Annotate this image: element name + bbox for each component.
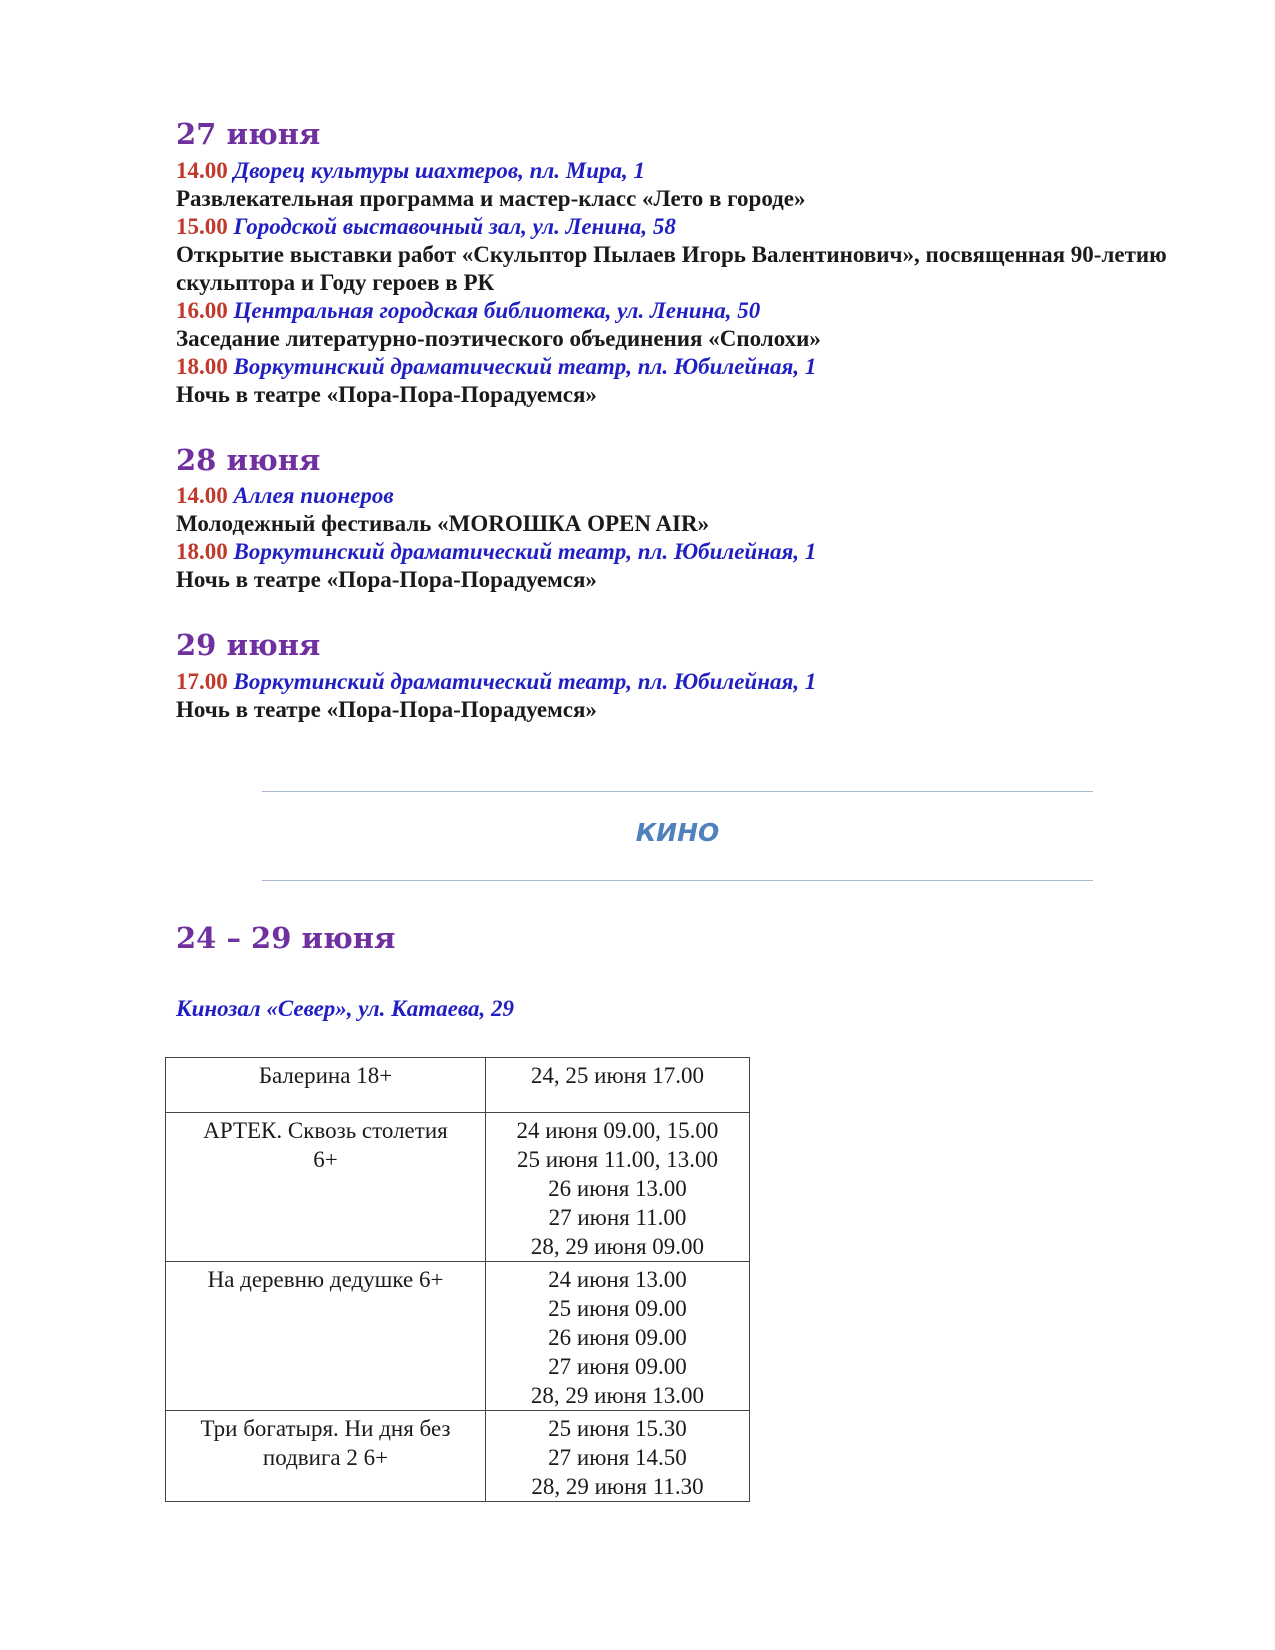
event-title: Молодежный фестиваль «MOROШКА OPEN AIR» — [176, 511, 710, 536]
showtime: 26 июня 13.00 — [548, 1176, 687, 1201]
event-line — [176, 353, 816, 381]
showtime: 24 июня 13.00 — [548, 1267, 687, 1292]
event-time: 15.00 — [176, 214, 228, 239]
film-title-cell — [166, 1058, 486, 1113]
section-rule-top — [262, 791, 1093, 792]
event-title: Развлекательная программа и мастер-класс «Лето в городе» — [176, 186, 806, 211]
film-title-cell — [166, 1411, 486, 1502]
showtime: 24, 25 июня 17.00 — [530, 1063, 705, 1088]
event-venue: Дворец культуры шахтеров, пл. Мира, 1 — [233, 158, 645, 183]
event-time: 16.00 — [176, 298, 228, 323]
event-title: Ночь в театре «Пора-Пора-Порадуемся» — [176, 567, 597, 592]
event-line — [176, 668, 816, 696]
table-row — [166, 1411, 750, 1502]
film-title-cell — [166, 1262, 486, 1411]
showtime: 27 июня 14.50 — [548, 1445, 687, 1470]
showtime: 27 июня 11.00 — [548, 1205, 687, 1230]
event-venue: Аллея пионеров — [233, 483, 394, 508]
event-title: Открытие выставки работ «Скульптор Пылаев Игорь Валентинович», посвященная 90-летию скульптора и Году героев в РК — [176, 242, 1167, 295]
event-line — [176, 482, 394, 510]
event-title: Ночь в театре «Пора-Пора-Порадуемся» — [176, 697, 597, 722]
event-venue: Воркутинский драматический театр, пл. Юбилейная, 1 — [233, 669, 817, 694]
event-time: 18.00 — [176, 354, 228, 379]
showtimes-cell — [486, 1113, 750, 1262]
showtime: 24 июня 09.00, 15.00 — [516, 1118, 719, 1143]
film-title-cell — [166, 1113, 486, 1262]
showtime: 27 июня 09.00 — [548, 1354, 687, 1379]
showtime: 28, 29 июня 13.00 — [530, 1383, 705, 1408]
film-schedule-table — [165, 1057, 750, 1502]
showtimes-cell — [486, 1262, 750, 1411]
showtimes-cell — [486, 1411, 750, 1502]
event-time: 17.00 — [176, 669, 228, 694]
event-time: 18.00 — [176, 539, 228, 564]
film-title: Балерина 18+ — [258, 1063, 393, 1088]
event-time: 14.00 — [176, 158, 228, 183]
showtime: 28, 29 июня 09.00 — [530, 1234, 705, 1259]
film-title: подвига 2 6+ — [262, 1445, 389, 1470]
event-title: Ночь в театре «Пора-Пора-Порадуемся» — [176, 382, 597, 407]
event-line — [176, 297, 760, 325]
cinema-venue: Кинозал «Север», ул. Катаева, 29 — [176, 996, 515, 1021]
section-rule-bottom — [262, 880, 1093, 881]
event-venue: Центральная городская библиотека, ул. Ленина, 50 — [233, 298, 761, 323]
event-venue: Воркутинский драматический театр, пл. Юбилейная, 1 — [233, 354, 817, 379]
event-title: Заседание литературно-поэтического объединения «Сполохи» — [176, 326, 821, 351]
day-heading-28: 28 июня — [176, 443, 321, 477]
day-heading-27: 27 июня — [176, 117, 321, 151]
film-title: На деревню дедушке 6+ — [207, 1267, 444, 1292]
event-line — [176, 538, 816, 566]
event-line — [176, 157, 645, 185]
section-title-cinema: КИНО — [635, 818, 720, 847]
showtime: 26 июня 09.00 — [548, 1325, 687, 1350]
event-venue: Городской выставочный зал, ул. Ленина, 58 — [233, 214, 676, 239]
table-row — [166, 1262, 750, 1411]
showtime: 25 июня 15.30 — [548, 1416, 687, 1441]
film-title: Три богатыря. Ни дня без — [200, 1416, 451, 1441]
event-line — [176, 213, 676, 241]
showtime: 25 июня 09.00 — [548, 1296, 687, 1321]
showtime: 25 июня 11.00, 13.00 — [516, 1147, 719, 1172]
table-row — [166, 1058, 750, 1113]
cinema-date-range: 24 – 29 июня — [176, 921, 396, 955]
event-venue: Воркутинский драматический театр, пл. Юбилейная, 1 — [233, 539, 817, 564]
film-title: АРТЕК. Сквозь столетия — [203, 1118, 448, 1143]
day-heading-29: 29 июня — [176, 628, 321, 662]
showtime: 28, 29 июня 11.30 — [531, 1474, 704, 1499]
showtimes-cell — [486, 1058, 750, 1113]
table-row — [166, 1113, 750, 1262]
event-time: 14.00 — [176, 483, 228, 508]
film-title: 6+ — [313, 1147, 338, 1172]
